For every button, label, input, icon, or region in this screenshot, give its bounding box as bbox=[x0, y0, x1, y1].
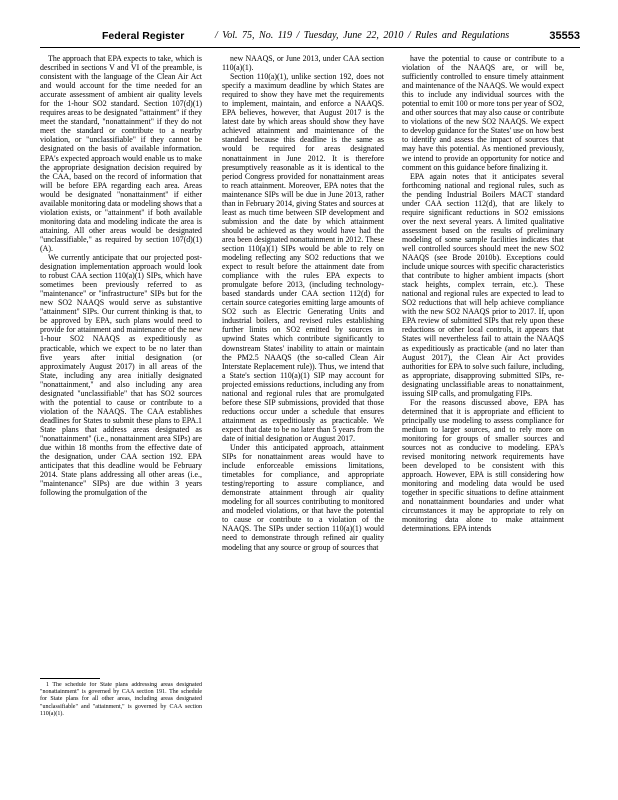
footnote-rule bbox=[40, 678, 100, 679]
paragraph: EPA again notes that it anticipates several forthcoming national and regional rules, such as the pending Industrial Boilers MACT standard under CAA section 112(d), that are likely to require significant reductions in SO2 emissions over the next several years. A limited qualitative assessment based on the results of preliminary modeling of some sample facilities indicates that well controlled sources should meet the new SO2 NAAQS (see Brode 2010b). Exceptions could include unique sources with specific characteristics that contribute to higher ambient impacts (short stack heights, complex terrain, etc.). These national and regional rules are expected to lead to SO2 reductions that will help achieve compliance with the new SO2 NAAQS prior to 2017. If, upon EPA review of submitted SIPs that rely upon these reductions or other local controls, it appears that States will nevertheless fail to attain the NAAQS as expeditiously as practicable (and no later than August 2017), the Clean Air Act provides authorities for EPA to solve such failure, including, as appropriate, disapproving submitted SIPs, re-designating unclassifiable areas to nonattainment, issuing SIP calls, and promulgating FIPs. bbox=[402, 171, 564, 398]
footnote-text: 1 The schedule for State plans addressing areas designated "nonattainment" is governed by CAA section 191. The schedule for State plans for all other areas, including areas designated "unclassifiable" and "attainment," is governed by CAA section 110(a)(1). bbox=[40, 682, 202, 717]
paragraph: have the potential to cause or contribute to a violation of the NAAQS are, or will be, sufficiently controlled to ensure timely attainment and maintenance of the NAAQS. We would expect this to include any individual sources with the potential to emit 100 or more tons per year of SO2, and other sources that may also cause or contribute to violations of the new SO2 NAAQS. We expect to develop guidance for the States' use on how best to identify and assess the impact of sources that may have this potential. As mentioned previously, we intend to provide an opportunity for notice and comment on this guidance before finalizing it. bbox=[402, 54, 564, 172]
paragraph: Section 110(a)(1), unlike section 192, does not specify a maximum deadline by which States are required to show they have met the requirements to implement, maintain, and enforce a NAAQS. EPA believes, however, that August 2017 is the latest date by which areas should show they have achieved attainment and maintenance of the standard because this deadline is the same as would be required for areas designated nonattainment in June 2012. It is therefore presumptively reasonable as it is identical to the period Congress provided for nonattainment areas to reach attainment. Moreover, EPA notes that the maintenance SIPs will be due in June 2013, rather than in February 2014, giving States and sources at least as much time between SIP development and submission and the date by which attainment should be achieved as they would have had the area been designated nonattainment in 2012. These section 110(a)(1) SIPs would be able to rely on modeling reflecting any SO2 reductions that we expect to result before the attainment date from compliance with the rules EPA expects to promulgate before 2013, (including technology-based standards under CAA section 112(d) for certain source categories emitting large amounts of SO2 such as Electric Generating Units and industrial boilers, and revised rules establishing further limits on SO2 emitted by sources in upwind States which contribute significantly to downstream States' inability to attain or maintain the PM2.5 NAAQS (the so-called Clean Air Interstate Replacement rule)). Thus, we intend that a State's section 110(a)(1) SIP may account for projected emissions reductions, including any from national and regional rules that are promulgated before these SIP submissions, provided that those reductions occur under a schedule that ensures attainment as expeditiously as practicable. We expect that date to be no later than 5 years from the date of initial designation or August 2017. bbox=[222, 72, 384, 443]
issue-info: / Vol. 75, No. 119 / Tuesday, June 22, 2010 / Rules and Regulations bbox=[215, 30, 510, 41]
page-header bbox=[40, 30, 580, 44]
text-column-3 bbox=[402, 54, 564, 754]
paragraph: Under this anticipated approach, attainment SIPs for nonattainment areas would have to include enforceable emissions limitations, timetables for compliance, and appropriate testing/reporting to assure compliance, and demonstrate attainment through air quality modeling for all sources contributing to monitored and modeled violations, or that have the potential to cause or contribute to a violation of the NAAQS. The SIPs under section 110(a)(1) would need to demonstrate through refined air quality modeling that any source or group of sources that bbox=[222, 443, 384, 552]
footnote bbox=[40, 682, 202, 752]
page-number: 35553 bbox=[549, 30, 580, 42]
paragraph: new NAAQS, or June 2013, under CAA section 110(a)(1). bbox=[222, 54, 384, 73]
paragraph: The approach that EPA expects to take, which is described in sections V and VI of the preamble, is consistent with the language of the Clean Air Act and would account for the time needed for an accurate assessment of ambient air quality levels for the 1-hour SO2 standard. Section 107(d)(1) requires areas to be designated "attainment" if they meet the standard, "nonattainment" if they do not meet the standard or contribute to a nearby violation, or "unclassifiable" if they cannot be designated on the basis of available information. EPA's expected approach would enable us to make the appropriate designation decision required by the CAA, based on the record of information that will be before EPA regarding each area. Areas would be designated "nonattainment" if either available monitoring data or modeling shows that a violation exists, or "attainment" if both available monitoring data and modeling indicate the area is attaining. All other areas would be designated "unclassifiable," as required by section 107(d)(1)(A). bbox=[40, 54, 202, 253]
text-column-1 bbox=[40, 54, 202, 612]
header-rule bbox=[40, 47, 580, 48]
paragraph: For the reasons discussed above, EPA has determined that it is appropriate and efficient to principally use modeling to assess compliance for medium to larger sources, and to rely more on monitoring for groups of smaller sources and sources not as conducive to modeling. EPA's revised monitoring network requirements have been developed to be consistent with this approach. However, EPA is still considering how monitoring and modeling data would be used together in specific situations to define attainment and nonattainment boundaries and under what circumstances it may be appropriate to rely on monitoring data alone to make attainment determinations. EPA intends bbox=[402, 397, 564, 534]
journal-title: Federal Register bbox=[102, 30, 185, 42]
paragraph: We currently anticipate that our projected post-designation implementation approach would look to robust CAA section 110(a)(1) SIPs, which have sometimes been previously referred to as "maintenance" or "infrastructure" SIPs but for the new SO2 NAAQS would serve as substantive "attainment" SIPs. Our current thinking is that, to be approved by EPA, such plans would need to provide for attainment and maintenance of the new 1-hour SO2 NAAQS as expeditiously as practicable, which we expect to be no later than five years after initial designation (or approximately August 2017) in all areas of the State, including any area initially designated "nonattainment," and also including any area designated "unclassifiable" that has SO2 sources with the potential to cause or contribute to a violation of the NAAQS. The CAA establishes deadlines for States to submit these plans to EPA.1 State plans that address areas designated as "nonattainment" (i.e., nonattainment area SIPs) are due within 18 months from the effective date of the designation, under CAA section 192. EPA anticipates that this deadline would be February 2014. State plans addressing all other areas (i.e., "maintenance" SIPs) are due within 3 years following the promulgation of the bbox=[40, 253, 202, 498]
text-column-2 bbox=[222, 54, 384, 754]
